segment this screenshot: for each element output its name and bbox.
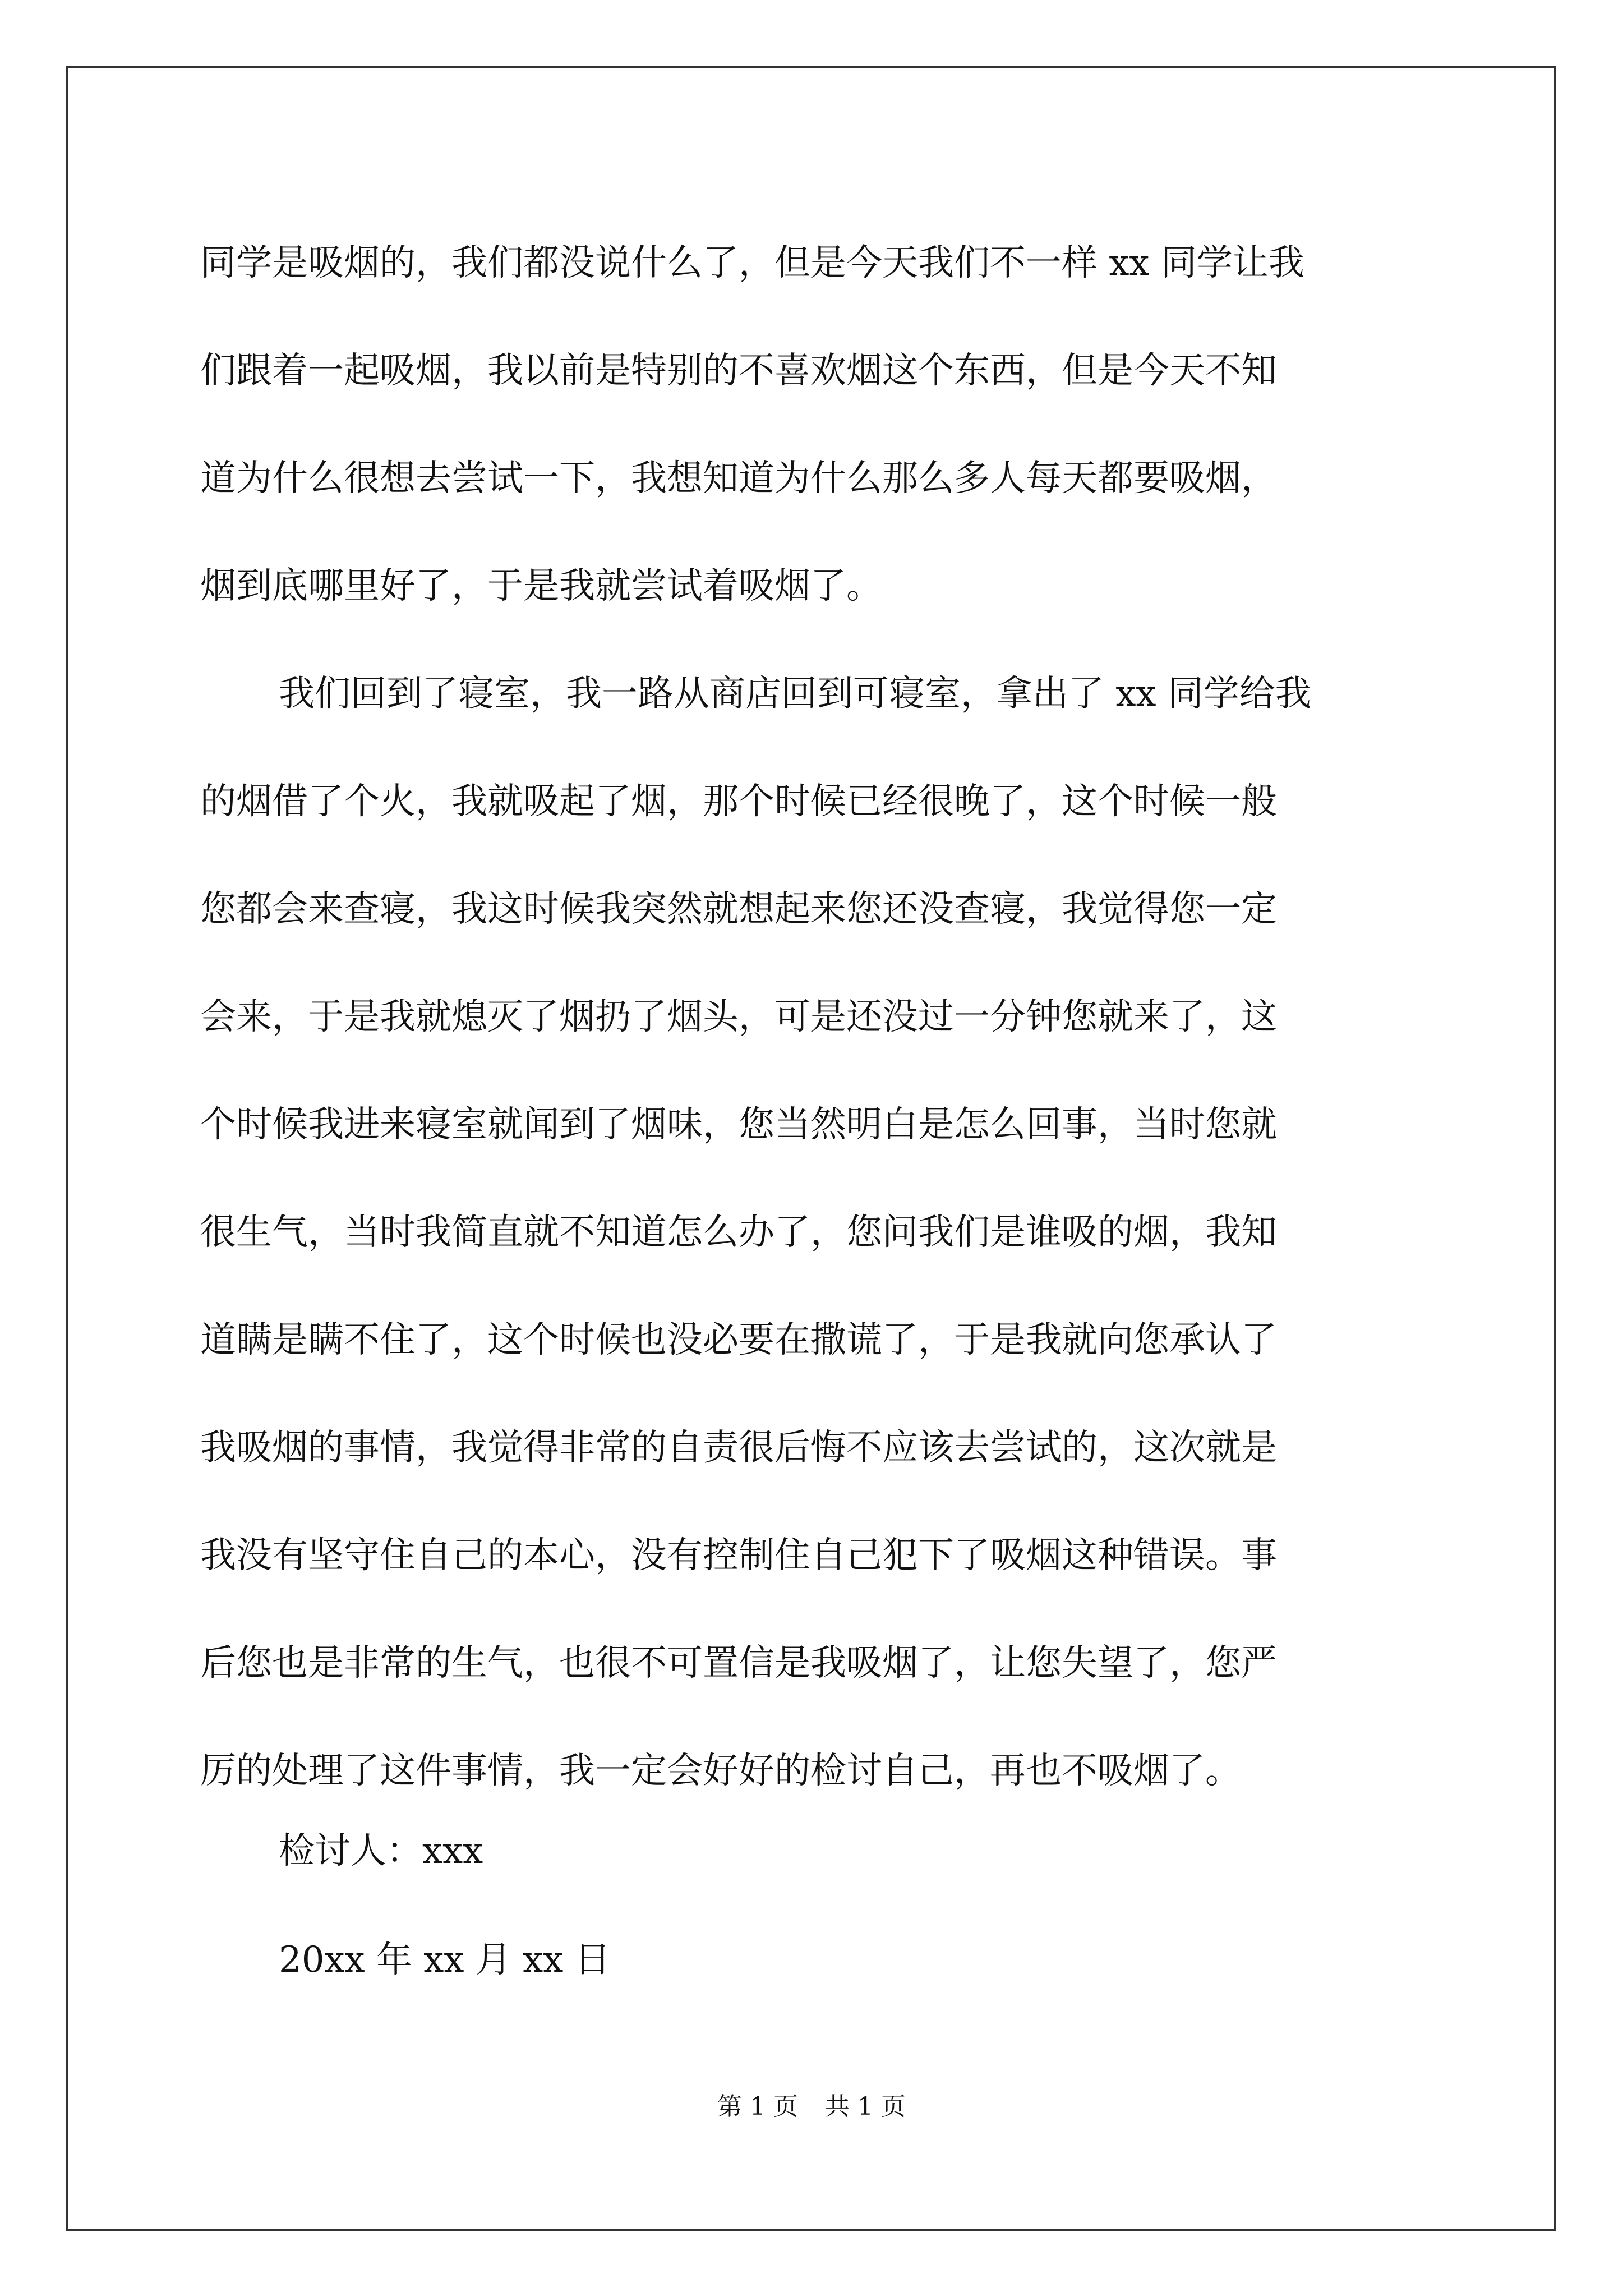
paragraph-line: 个时候我进来寝室就闻到了烟味，您当然明白是怎么回事，当时您就 (200, 1104, 1277, 1145)
document-body (200, 209, 1434, 1825)
reviewer-signature: 检讨人：xxx (279, 1830, 483, 1872)
paragraph-line: 们跟着一起吸烟，我以前是特别的不喜欢烟这个东西，但是今天不知 (200, 350, 1277, 392)
paragraph-line: 后您也是非常的生气，也很不可置信是我吸烟了，让您失望了，您严 (200, 1642, 1277, 1684)
paragraph-line: 同学是吸烟的，我们都没说什么了，但是今天我们不一样 xx 同学让我 (200, 242, 1304, 284)
page-number-current: 第 1 页 (717, 2092, 798, 2121)
paragraph-2 (200, 640, 1434, 1825)
paragraph-line: 会来，于是我就熄灭了烟扔了烟头，可是还没过一分钟您就来了，这 (200, 996, 1277, 1038)
paragraph-1 (200, 209, 1434, 640)
paragraph-line: 很生气，当时我简直就不知道怎么办了，您问我们是谁吸的烟，我知 (200, 1212, 1277, 1253)
paragraph-line: 我们回到了寝室，我一路从商店回到可寝室，拿出了 xx 同学给我 (279, 673, 1311, 715)
signoff-date: 20xx 年 xx 月 xx 日 (279, 1939, 611, 1981)
paragraph-line: 烟到底哪里好了，于是我就尝试着吸烟了。 (200, 565, 882, 607)
paragraph-line: 我吸烟的事情，我觉得非常的自责很后悔不应该去尝试的，这次就是 (200, 1427, 1277, 1469)
paragraph-line: 道瞒是瞒不住了，这个时候也没必要在撒谎了，于是我就向您承认了 (200, 1319, 1277, 1361)
paragraph-line: 道为什么很想去尝试一下，我想知道为什么那么多人每天都要吸烟， (200, 458, 1277, 499)
page-footer (0, 2090, 1623, 2124)
paragraph-line: 我没有坚守住自己的本心，没有控制住自己犯下了吸烟这种错误。事 (200, 1535, 1277, 1576)
paragraph-line: 您都会来查寝，我这时候我突然就想起来您还没查寝，我觉得您一定 (200, 889, 1277, 930)
paragraph-line: 的烟借了个火，我就吸起了烟，那个时候已经很晚了，这个时候一般 (200, 781, 1277, 822)
page-number-total: 共 1 页 (825, 2092, 906, 2121)
paragraph-line: 厉的处理了这件事情，我一定会好好的检讨自己，再也不吸烟了。 (200, 1750, 1241, 1792)
